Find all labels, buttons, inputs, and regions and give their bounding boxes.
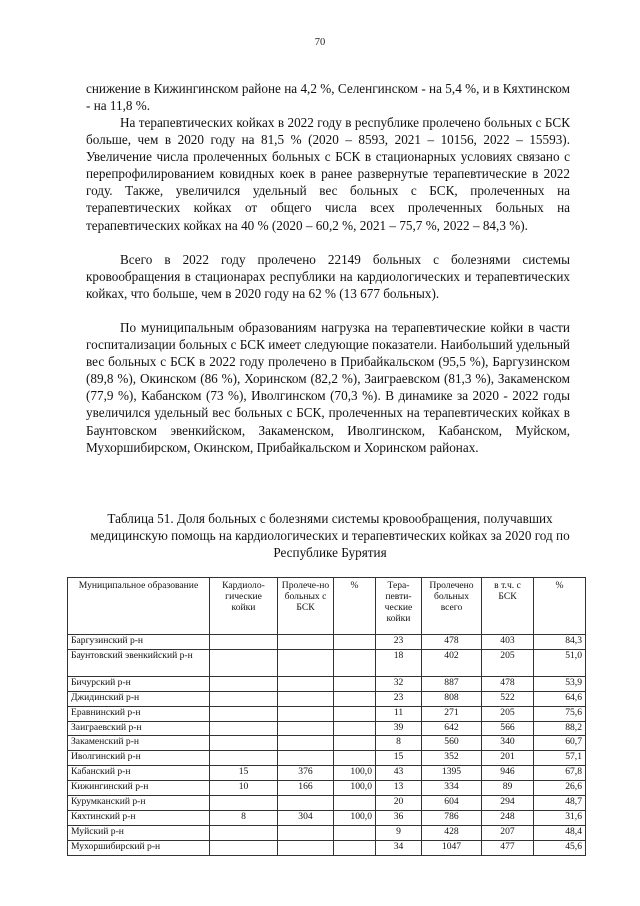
- header-cardio-percent: %: [334, 578, 376, 635]
- cell-with-bsk: 205: [482, 706, 534, 721]
- cell-therapy-beds: 23: [376, 635, 422, 650]
- cell-treated-total: 604: [422, 796, 482, 811]
- table-row: [68, 649, 586, 676]
- table-row: [68, 635, 586, 650]
- table-row: [68, 751, 586, 766]
- cell-cardio-treated: [278, 635, 334, 650]
- cell-cardio-treated: [278, 691, 334, 706]
- cell-municipality: Баунтовский эвенкийский р-н: [68, 649, 210, 676]
- cell-cardio-treated: [278, 706, 334, 721]
- cell-cardio-percent: [334, 649, 376, 676]
- table-row: [68, 766, 586, 781]
- cell-therapy-percent: 45,6: [534, 840, 586, 855]
- header-therapy-beds: Тера-певти-ческие койки: [376, 578, 422, 635]
- cell-cardio-percent: [334, 706, 376, 721]
- cell-with-bsk: 201: [482, 751, 534, 766]
- cell-cardio-beds: [210, 751, 278, 766]
- cell-cardio-beds: [210, 736, 278, 751]
- cell-cardio-treated: [278, 840, 334, 855]
- table-row: [68, 781, 586, 796]
- cell-therapy-percent: 53,9: [534, 676, 586, 691]
- cell-with-bsk: 522: [482, 691, 534, 706]
- cell-cardio-beds: 10: [210, 781, 278, 796]
- cell-therapy-beds: 18: [376, 649, 422, 676]
- cell-cardio-treated: 304: [278, 810, 334, 825]
- table-row: [68, 825, 586, 840]
- cell-therapy-beds: 36: [376, 810, 422, 825]
- header-cardio-treated: Пролече-но больных с БСК: [278, 578, 334, 635]
- cell-therapy-beds: 9: [376, 825, 422, 840]
- cell-cardio-beds: [210, 840, 278, 855]
- cell-therapy-percent: 26,6: [534, 781, 586, 796]
- cell-therapy-beds: 11: [376, 706, 422, 721]
- data-table-container: [67, 577, 585, 856]
- cell-treated-total: 1047: [422, 840, 482, 855]
- cell-cardio-beds: [210, 691, 278, 706]
- cell-treated-total: 1395: [422, 766, 482, 781]
- page-number: 70: [314, 37, 326, 48]
- cell-with-bsk: 566: [482, 721, 534, 736]
- table-body: [68, 635, 586, 856]
- header-therapy-percent: %: [534, 578, 586, 635]
- table-row: [68, 721, 586, 736]
- cell-treated-total: 352: [422, 751, 482, 766]
- cell-with-bsk: 205: [482, 649, 534, 676]
- cell-with-bsk: 207: [482, 825, 534, 840]
- paragraph-4: По муниципальным образованиям нагрузка на терапевтические койки в части госпитализации больных с БСК имеет следующие показатели. Наибольший удельный вес больных с БСК в 2022 году пролечено в Прибайкальском (95,5 %), Баргузинском (89,8 %), Окинском (86 %), Хоринском (82,2 %), Заиграевском (81,3 %), Закаменском (77,9 %), Кабанском (73 %), Иволгинском (70,3 %). В динамике за 2020 - 2022 годы увеличился удельный вес больных с БСК, пролеченных на терапевтических койках в Баунтовском эвенкийском, Закаменском, Иволгинском, Кабанском, Муйском, Мухоршибирском, Окинском, Прибайкальском и Хоринском районах.: [86, 320, 570, 455]
- cell-cardio-percent: [334, 825, 376, 840]
- table-row: [68, 796, 586, 811]
- cell-cardio-percent: 100,0: [334, 766, 376, 781]
- cell-treated-total: 402: [422, 649, 482, 676]
- table-row: [68, 676, 586, 691]
- table-header-row: [68, 578, 586, 635]
- cell-with-bsk: 477: [482, 840, 534, 855]
- cell-therapy-percent: 31,6: [534, 810, 586, 825]
- cell-cardio-beds: 15: [210, 766, 278, 781]
- cell-municipality: Баргузинский р-н: [68, 635, 210, 650]
- cell-therapy-beds: 13: [376, 781, 422, 796]
- cell-cardio-beds: 8: [210, 810, 278, 825]
- cell-cardio-beds: [210, 635, 278, 650]
- cell-cardio-treated: 376: [278, 766, 334, 781]
- cell-with-bsk: 294: [482, 796, 534, 811]
- cell-cardio-percent: [334, 635, 376, 650]
- cell-municipality: Заиграевский р-н: [68, 721, 210, 736]
- cell-therapy-percent: 48,4: [534, 825, 586, 840]
- cell-municipality: Муйский р-н: [68, 825, 210, 840]
- cell-cardio-beds: [210, 721, 278, 736]
- paragraph-3: Всего в 2022 году пролечено 22149 больных с болезнями системы кровообращения в стационарах республики на кардиологических и терапевтических койках, что больше, чем в 2020 году на 62 % (13 677 больных).: [86, 252, 570, 302]
- cell-therapy-percent: 51,0: [534, 649, 586, 676]
- table-row: [68, 810, 586, 825]
- cell-with-bsk: 478: [482, 676, 534, 691]
- cell-therapy-percent: 57,1: [534, 751, 586, 766]
- cell-municipality: Кяхтинский р-н: [68, 810, 210, 825]
- cell-cardio-percent: [334, 691, 376, 706]
- cell-cardio-percent: 100,0: [334, 810, 376, 825]
- cell-cardio-percent: [334, 676, 376, 691]
- cell-therapy-percent: 84,3: [534, 635, 586, 650]
- cell-therapy-beds: 32: [376, 676, 422, 691]
- cell-municipality: Еравнинский р-н: [68, 706, 210, 721]
- cell-therapy-percent: 75,6: [534, 706, 586, 721]
- cell-therapy-beds: 8: [376, 736, 422, 751]
- cell-cardio-percent: [334, 751, 376, 766]
- cell-municipality: Бичурский р-н: [68, 676, 210, 691]
- table-caption: Таблица 51. Доля больных с болезнями системы кровообращения, получавших медицинскую помощь на кардиологических и терапевтических койках за 2020 год по Республике Бурятия: [90, 511, 570, 560]
- cell-therapy-percent: 88,2: [534, 721, 586, 736]
- cell-cardio-beds: [210, 676, 278, 691]
- header-with-bsk: в т.ч. с БСК: [482, 578, 534, 635]
- cell-therapy-percent: 60,7: [534, 736, 586, 751]
- cell-cardio-treated: [278, 721, 334, 736]
- cell-municipality: Кабанский р-н: [68, 766, 210, 781]
- cell-cardio-beds: [210, 796, 278, 811]
- cell-cardio-beds: [210, 649, 278, 676]
- cell-cardio-percent: [334, 796, 376, 811]
- cell-treated-total: 808: [422, 691, 482, 706]
- cell-treated-total: 786: [422, 810, 482, 825]
- cell-therapy-beds: 15: [376, 751, 422, 766]
- cell-therapy-beds: 43: [376, 766, 422, 781]
- paragraph-2: На терапевтических койках в 2022 году в республике пролечено больных с БСК больше, чем в 2020 году на 81,5 % (2020 – 8593, 2021 – 10156, 2022 – 15593). Увеличение числа пролеченных больных с БСК в стационарных условиях связано с перепрофилированием ковидных коек в ранее развернутые терапевтические в 2022 году. Также, увеличился удельный вес больных с БСК, пролеченных на терапевтических койках от общего числа всех пролеченных больных на терапевтических койках на 40 % (2020 – 60,2 %, 2021 – 75,7 %, 2022 – 84,3 %).: [86, 115, 570, 233]
- cell-cardio-percent: [334, 840, 376, 855]
- cell-municipality: Кижингинский р-н: [68, 781, 210, 796]
- cell-therapy-percent: 48,7: [534, 796, 586, 811]
- cell-cardio-percent: 100,0: [334, 781, 376, 796]
- cell-cardio-treated: [278, 649, 334, 676]
- cell-cardio-treated: [278, 676, 334, 691]
- cell-treated-total: 428: [422, 825, 482, 840]
- table-row: [68, 840, 586, 855]
- cell-cardio-percent: [334, 736, 376, 751]
- cell-cardio-treated: 166: [278, 781, 334, 796]
- cell-therapy-beds: 34: [376, 840, 422, 855]
- cell-treated-total: 560: [422, 736, 482, 751]
- table-row: [68, 706, 586, 721]
- cell-municipality: Иволгинский р-н: [68, 751, 210, 766]
- table-row: [68, 736, 586, 751]
- cell-cardio-treated: [278, 736, 334, 751]
- cell-cardio-treated: [278, 796, 334, 811]
- cell-with-bsk: 340: [482, 736, 534, 751]
- header-treated-total: Пролечено больных всего: [422, 578, 482, 635]
- header-cardio-beds: Кардиоло-гические койки: [210, 578, 278, 635]
- header-municipality: Муниципальное образование: [68, 578, 210, 635]
- data-table: [67, 577, 586, 856]
- cell-therapy-beds: 39: [376, 721, 422, 736]
- cell-municipality: Закаменский р-н: [68, 736, 210, 751]
- cell-cardio-beds: [210, 706, 278, 721]
- table-row: [68, 691, 586, 706]
- cell-with-bsk: 89: [482, 781, 534, 796]
- cell-with-bsk: 403: [482, 635, 534, 650]
- cell-with-bsk: 946: [482, 766, 534, 781]
- cell-treated-total: 478: [422, 635, 482, 650]
- cell-cardio-treated: [278, 751, 334, 766]
- cell-with-bsk: 248: [482, 810, 534, 825]
- cell-municipality: Мухоршибирский р-н: [68, 840, 210, 855]
- cell-treated-total: 271: [422, 706, 482, 721]
- paragraph-1: снижение в Кижингинском районе на 4,2 %, Селенгинском - на 5,4 %, и в Кяхтинском - на 11,8 %.: [86, 81, 570, 114]
- cell-cardio-beds: [210, 825, 278, 840]
- cell-municipality: Курумканский р-н: [68, 796, 210, 811]
- cell-therapy-beds: 23: [376, 691, 422, 706]
- cell-treated-total: 642: [422, 721, 482, 736]
- cell-therapy-beds: 20: [376, 796, 422, 811]
- cell-cardio-treated: [278, 825, 334, 840]
- cell-therapy-percent: 67,8: [534, 766, 586, 781]
- cell-therapy-percent: 64,6: [534, 691, 586, 706]
- cell-treated-total: 887: [422, 676, 482, 691]
- cell-cardio-percent: [334, 721, 376, 736]
- cell-municipality: Джидинский р-н: [68, 691, 210, 706]
- cell-treated-total: 334: [422, 781, 482, 796]
